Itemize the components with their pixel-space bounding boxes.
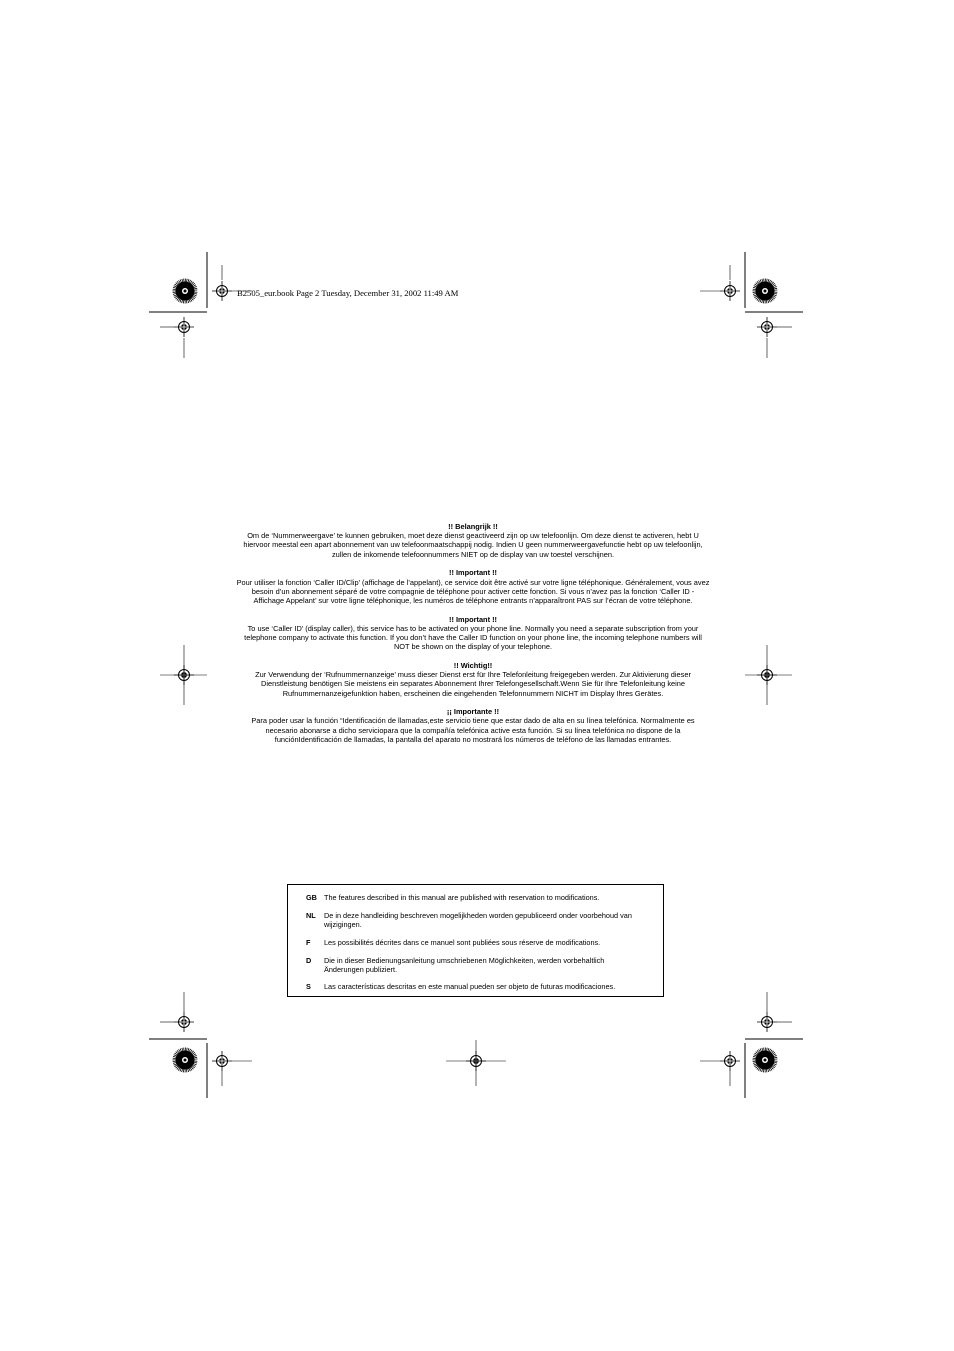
- notice-body: Pour utiliser la fonction ‘Caller ID/Clip’ (affichage de l’appelant), ce service doit être activé sur votre ligne téléphonique. Généralement, vous avez besoin d’un abonnement séparé de votre compagnie de téléphone pour activer cette fonction. Si vous n’avez pas la fonction ‘Caller ID - Affichage Appelant’ sur votre ligne téléphonique, les numéros de téléphone entrants n’apparaîtront PAS sur l’écran de votre téléphone.: [236, 577, 710, 605]
- notice-title: !! Important !!: [448, 614, 498, 624]
- notice-fr: [236, 568, 710, 605]
- registration-cross-mark: [212, 281, 232, 301]
- notice-en: [236, 615, 710, 652]
- notice-body: To use ‘Caller ID’ (display caller), this service has to be activated on your phone line. Normally you need a separate subscription from your telephone company to activate this function. If you don’t have the Caller ID function on your phone line, the incoming telephone numbers will NOT be shown on the display of your telephone.: [244, 623, 702, 652]
- language-code: GB: [306, 893, 317, 902]
- registration-star-mark: [173, 279, 198, 304]
- disclaimer-text: De in deze handleiding beschreven mogelijkheden worden gepubliceerd onder voorbehoud van wijzigingen.: [324, 911, 632, 929]
- registration-cross-mark: [757, 1012, 777, 1032]
- disclaimer-text: Die in dieser Bedienungsanleitung umschriebenen Möglichkeiten, werden vorbehaltlich Änderungen publiziert.: [324, 956, 605, 974]
- disclaimer-box: [287, 884, 664, 997]
- registration-star-mark: [173, 1048, 198, 1073]
- language-code: S: [306, 982, 311, 991]
- language-code: F: [306, 938, 311, 947]
- notice-title: !! Wichtig!!: [453, 660, 493, 670]
- language-code: NL: [306, 911, 316, 920]
- registration-cross-mark: [212, 1051, 232, 1071]
- registration-cross-mark: [174, 1012, 194, 1032]
- caller-id-notices: [236, 522, 710, 754]
- notice-body: Om de ‘Nummerweergave’ te kunnen gebruiken, moet deze dienst geactiveerd zijn op uw telefoonlijn. Om deze dienst te activeren, hebt U hiervoor meestal een apart abonnement van uw telefoonmaatschappij nodig. Indien U geen nummerweergavefunctie hebt op uw telefoonlijn, zullen de inkomende telefoonnummers NIET op de display van uw toestel verschijnen.: [243, 531, 703, 559]
- registration-star-mark: [753, 279, 778, 304]
- notice-body: Zur Verwendung der ‘Rufnummernanzeige’ muss dieser Dienst erst für Ihre Telefonleitung freigegeben werden. Zur Aktivierung dieser Dienstleistung benötigen Sie meistens ein separates Abonnement Ihrer Telefongesellschaft.Wenn Sie für Ihre Telefonleitung keine Rufnummernanzeigefunktion haben, erscheinen die eingehenden Telefonnummern NICHT im Display Ihres Gerätes.: [255, 670, 691, 698]
- notice-de: [236, 661, 710, 698]
- print-header: B2505_eur.book Page 2 Tuesday, December 31, 2002 11:49 AM: [237, 288, 459, 298]
- registration-cross-mark: [720, 1051, 740, 1071]
- language-code: D: [306, 956, 312, 965]
- registration-cross-mark: [720, 281, 740, 301]
- registration-cross-mark: [757, 317, 777, 337]
- registration-cross-mark: [174, 317, 194, 337]
- disclaimer-text: Las características descritas en este manual pueden ser objeto de futuras modificaciones.: [324, 982, 616, 991]
- disclaimer-text: Les possibilités décrites dans ce manuel sont publiées sous réserve de modifications.: [324, 938, 601, 947]
- notice-title: !! Belangrijk !!: [448, 522, 498, 531]
- notice-body: Para poder usar la función “Identificación de llamadas,este servicio tiene que estar dado de alta en su línea telefónica. Normalmente es necesario abonarse a dicho serviciopara que la compañía telefónica active esta función. Si su línea telefónica no dispone de la funciónIdentificación de llamadas, la pantalla del aparato no mostrará los números de teléfono de las llamadas entrantes.: [251, 716, 695, 744]
- notice-title: !! Important !!: [448, 568, 498, 578]
- registration-star-mark: [753, 1048, 778, 1073]
- notice-title: ¡¡ Importante !!: [446, 707, 500, 717]
- disclaimer-text: The features described in this manual are published with reservation to modifications.: [324, 893, 600, 902]
- notice-es: [236, 707, 710, 744]
- notice-nl: [236, 522, 710, 559]
